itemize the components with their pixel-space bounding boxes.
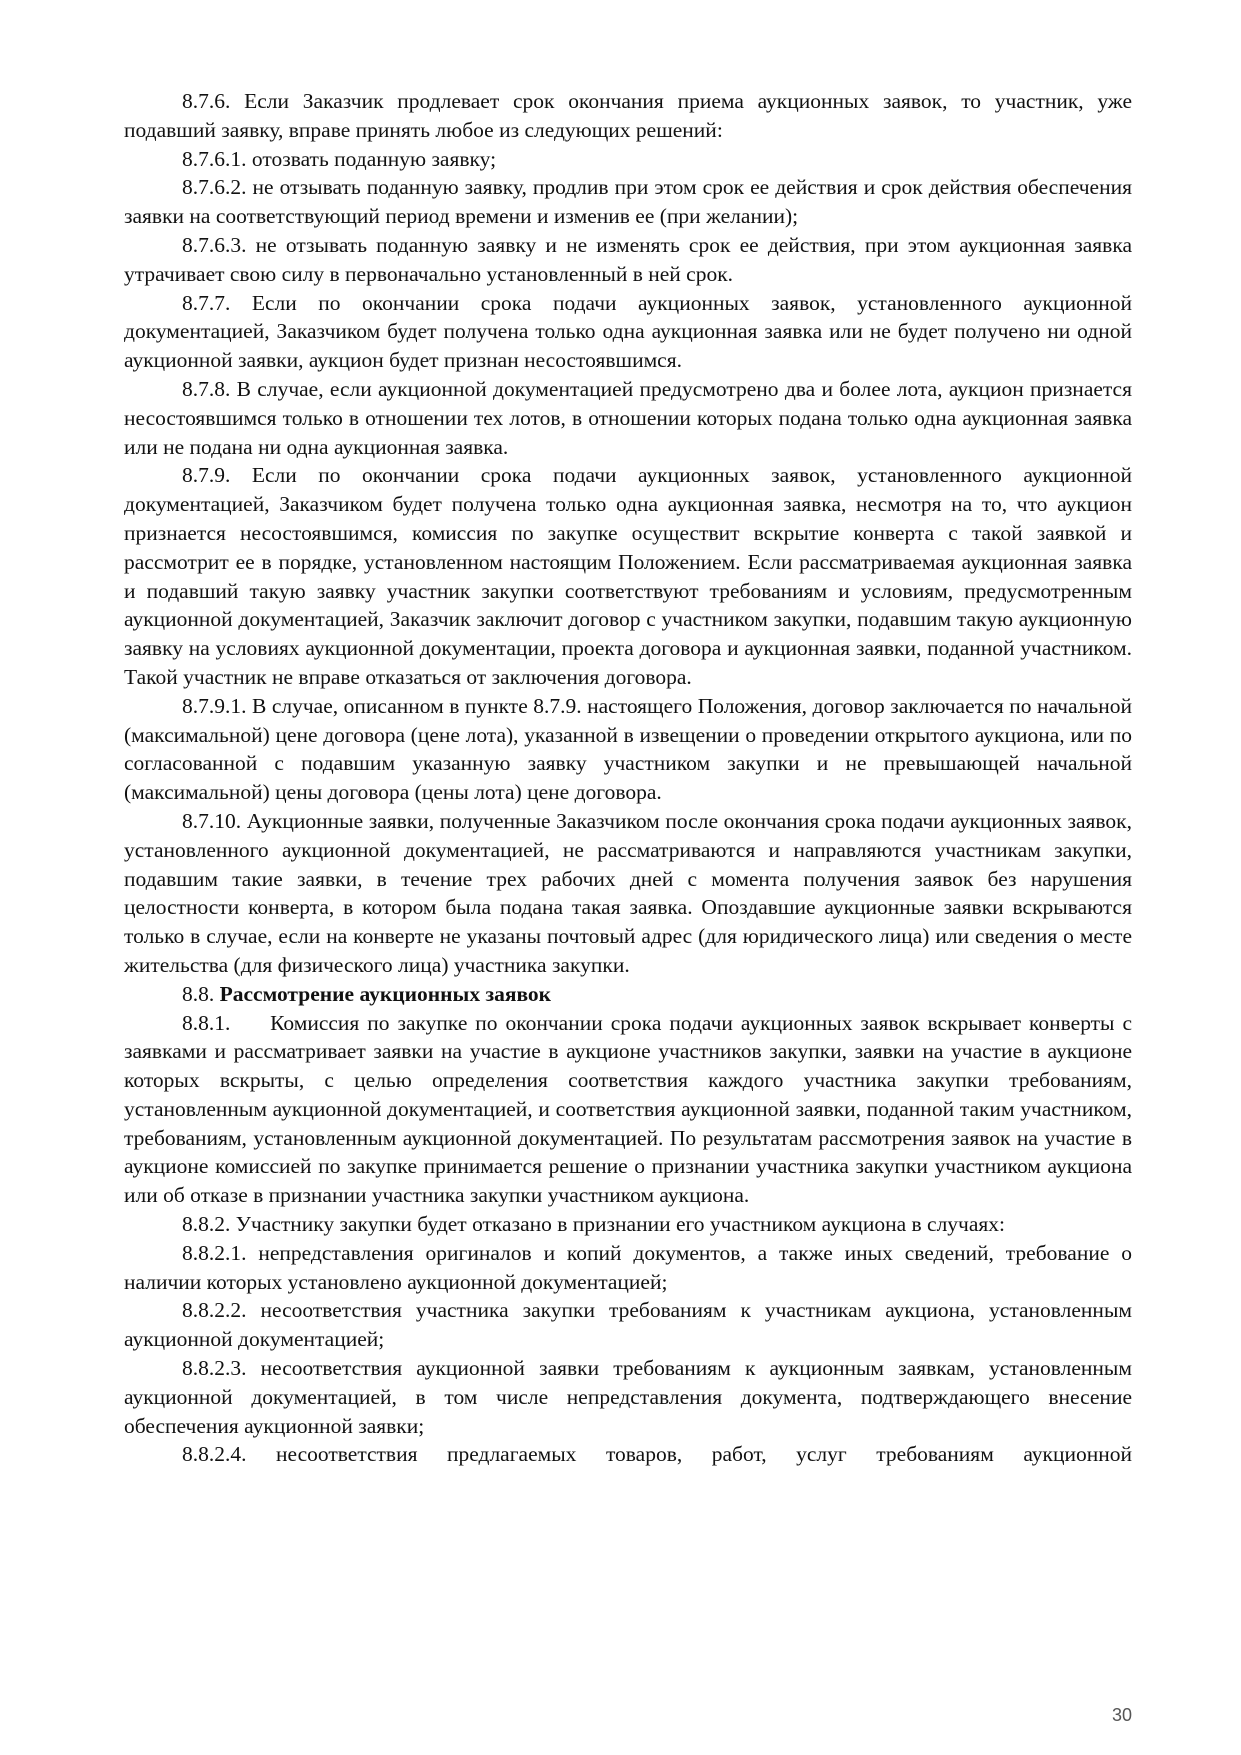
- paragraph-8-7-10: 8.7.10. Аукционные заявки, полученные Заказчиком после окончания срока подачи аукционных заявок, установленного аукционной документацией, не рассматриваются и направляются участникам закупки, подавшим такие заявки, в течение трех рабочих дней с момента получения заявок без нарушения целостности конверта, в котором была подана такая заявка. Опоздавшие аукционные заявки вскрываются только в случае, если на конверте не указаны почтовый адрес (для юридического лица) или сведения о месте жительства (для физического лица) участника закупки.: [124, 808, 1132, 977]
- paragraph-8-8-2-1: 8.8.2.1. непредставления оригиналов и копий документов, а также иных сведений, требование о наличии которых установлено аукционной документацией;: [124, 1240, 1132, 1294]
- document-body: [124, 87, 1138, 1469]
- paragraph-8-7-6-3: 8.7.6.3. не отзывать поданную заявку и не изменять срок ее действия, при этом аукционная заявка утрачивает свою силу в первоначально установленный в ней срок.: [124, 232, 1132, 286]
- paragraph-8-7-6-1: 8.7.6.1. отозвать поданную заявку;: [182, 146, 497, 171]
- page-number: 30: [1111, 1705, 1132, 1725]
- paragraph-8-7-9-1: 8.7.9.1. В случае, описанном в пункте 8.7.9. настоящего Положения, договор заключается по начальной (максимальной) цене договора (цене лота), указанной в извещении о проведении открытого аукциона, или по согласованной с подавшим указанную заявку участником закупки и не превышающей начальной (максимальной) цены договора (цены лота) цене договора.: [124, 693, 1132, 805]
- section-heading-number: 8.8.: [182, 981, 215, 1006]
- paragraph-8-7-9: 8.7.9. Если по окончании срока подачи аукционных заявок, установленного аукционной документацией, Заказчиком будет получена только одна аукционная заявка, несмотря на то, что аукцион признается несостоявшимся, комиссия по закупке осуществит вскрытие конверта с такой заявкой и рассмотрит ее в порядке, установленном настоящим Положением. Если рассматриваемая аукционная заявка и подавший такую заявку участник закупки соответствуют требованиям и условиям, предусмотренным аукционной документацией, Заказчик заключит договор с участником закупки, подавшим такую аукционную заявку на условиях аукционной документации, проекта договора и аукционная заявки, поданной участником. Такой участник не вправе отказаться от заключения договора.: [124, 463, 1132, 689]
- paragraph-8-7-6: 8.7.6. Если Заказчик продлевает срок окончания приема аукционных заявок, то участник, уже подавший заявку, вправе принять любое из следующих решений:: [124, 89, 1132, 142]
- section-heading-8-8: [124, 980, 1132, 1009]
- paragraph-8-8-2-4: 8.8.2.4. несоответствия предлагаемых товаров, работ, услуг требованиям аукционной: [182, 1442, 1132, 1467]
- section-heading-title: Рассмотрение аукционных заявок: [219, 981, 552, 1006]
- paragraph-8-8-2-3: 8.8.2.3. несоответствия аукционной заявки требованиям к аукционным заявкам, установленным аукционной документацией, в том числе непредставления документа, подтверждающего внесение обеспечения аукционной заявки;: [124, 1356, 1132, 1438]
- paragraph-8-7-8: 8.7.8. В случае, если аукционной документацией предусмотрено два и более лота, аукцион признается несостоявшимся только в отношении тех лотов, в отношении которых подана только одна аукционная заявка или не подана ни одна аукционная заявка.: [124, 376, 1132, 459]
- paragraph-8-8-2: 8.8.2. Участнику закупки будет отказано в признании его участником аукциона в случаях:: [182, 1212, 1006, 1237]
- paragraph-8-7-6-2: 8.7.6.2. не отзывать поданную заявку, продлив при этом срок ее действия и срок действия обеспечения заявки на соответствующий период времени и изменив ее (при желании);: [124, 175, 1132, 229]
- paragraph-8-7-7: 8.7.7. Если по окончании срока подачи аукционных заявок, установленного аукционной документацией, Заказчиком будет получена только одна аукционная заявка или не будет получено ни одной аукционной заявки, аукцион будет признан несостоявшимся.: [124, 290, 1132, 373]
- paragraph-8-8-1: 8.8.1. Комиссия по закупке по окончании срока подачи аукционных заявок вскрывает конверты с заявками и рассматривает заявки на участие в аукционе участников закупки, заявки на участие в аукционе которых вскрыты, с целью определения соответствия каждого участника закупки требованиям, установленным аукционной документацией, и соответствия аукционной заявки, поданной таким участником, требованиям, установленным аукционной документацией. По результатам рассмотрения заявок на участие в аукционе комиссией по закупке принимается решение о признании участника закупки участником аукциона или об отказе в признании участника закупки участником аукциона.: [124, 1010, 1138, 1208]
- paragraph-8-8-2-2: 8.8.2.2. несоответствия участника закупки требованиям к участникам аукциона, установленным аукционной документацией;: [124, 1298, 1132, 1352]
